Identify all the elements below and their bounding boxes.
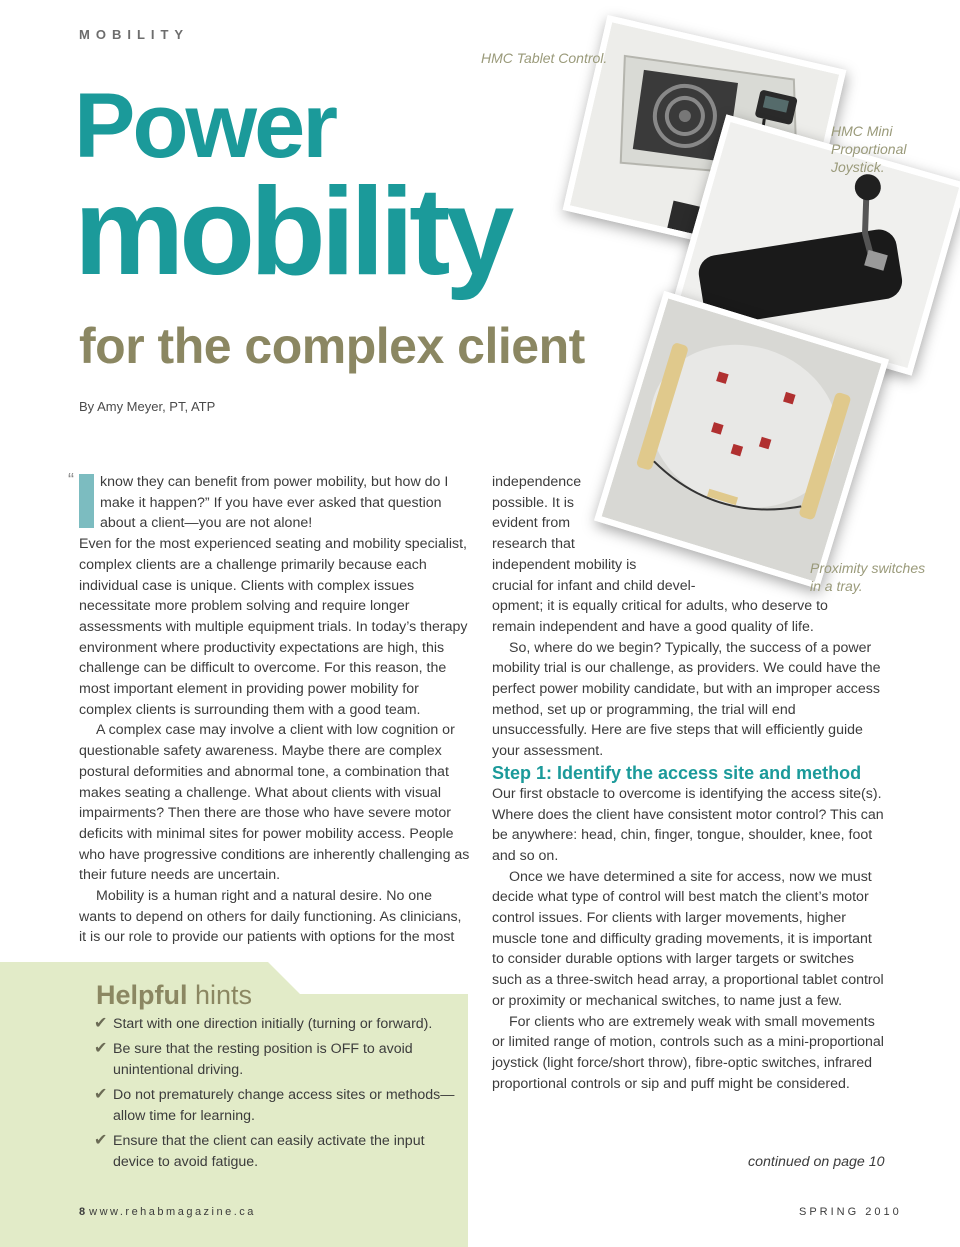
paragraph-continue: opment; it is equally critical for adults, who deserve to remain independent and have a good quality of life. — [492, 598, 828, 635]
helpful-hints-title — [96, 980, 252, 1011]
checkmark-icon: ✔ — [94, 1015, 108, 1032]
narrow-line: evident from — [492, 515, 571, 532]
hint-text: Be sure that the resting position is OFF to avoid unintentional driving. — [113, 1041, 413, 1078]
paragraph-2: A complex case may involve a client with low cognition or questionable safety awareness. Maybe there are complex postural deformities and abnormal tone, a combination that makes seating a challenge. What about clients with visual impairments? Then there are those who have severe motor deficits with minimal sites for power mobility access. People who have progressive conditions are inherently challenging as their future needs are uncertain. — [79, 722, 470, 884]
paragraph-4: So, where do we begin? Typically, the success of a power mobility trial is our challenge, as providers. We could have the perfect power mobility candidate, but with an improper access method, set up or programming, the trial will end unsuccessfully. Here are five steps that will efficiently guide your assessment. — [492, 639, 881, 760]
step-1-paragraph-3: For clients who are extremely weak with small movements or limited range of motion, controls such as a mini-proportional joystick (light force/short throw), fibre-optic switches, infrared proportional controls or sip and puff might be considered. — [492, 1013, 884, 1092]
narrow-line: independence — [492, 474, 582, 490]
checkmark-icon: ✔ — [94, 1086, 108, 1104]
caption-mini-joystick: HMC Mini Proportional Joystick. — [831, 123, 907, 175]
helpful-hints-list — [94, 1014, 459, 1177]
title-line-mobility: mobility — [74, 163, 510, 301]
hints-title-bold: Helpful — [96, 980, 188, 1010]
hint-text: Ensure that the client can easily activate the input device to avoid fatigue. — [113, 1133, 425, 1170]
article-column-left — [79, 472, 471, 948]
checkmark-icon: ✔ — [94, 1132, 108, 1150]
article-column-right — [492, 472, 884, 1094]
footer-issue: SPRING 2010 — [799, 1206, 902, 1218]
narrow-line: research that — [492, 536, 575, 553]
step-1-heading: Step 1: Identify the access site and method — [492, 762, 862, 783]
narrow-line: independent mobility is — [492, 556, 637, 573]
hint-item — [94, 1039, 459, 1080]
first-paragraph-rest: Even for the most experienced seating and mobility specialist, complex clients are a challenge primarily because each individual case is unique. Clients with complex issues necessitate more problem solving and require longer assessments with multiple equipment trials. In today’s therapy environment where productivity expectations are high, this challenge can be difficult to overcome. For this reason, the most important element in providing power mobility for complex clients is surrounding them with a good team. — [79, 536, 468, 718]
step-1-paragraph-1: Our first obstacle to overcome is identifying the access site(s). Where does the client have consistent motor control? This can be anywhere: head, chin, finger, tongue, shoulder, knee, foot and so on. — [492, 785, 884, 864]
continued-note: continued on page 10 — [748, 1154, 885, 1170]
website-link[interactable]: www.rehabmagazine.ca — [89, 1206, 256, 1218]
paragraph-3: Mobility is a human right and a natural desire. No one wants to depend on others for daily functioning. As clinicians, it is our role to provide our patients with options for the most — [79, 888, 462, 946]
hint-item — [94, 1131, 459, 1172]
opening-quote-mark: “ — [68, 470, 74, 490]
hints-title-light: hints — [195, 980, 253, 1010]
checkmark-icon: ✔ — [94, 1040, 108, 1058]
page-number: 8 — [79, 1206, 86, 1218]
narrow-line: crucial for infant and child devel- — [492, 577, 696, 594]
hint-text: Start with one direction initially (turning or forward). — [113, 1016, 433, 1032]
hint-text: Do not prematurely change access sites or methods—allow time for learning. — [113, 1087, 455, 1124]
step-1-paragraph-2: Once we have determined a site for access, now we must decide what type of control will best match the client’s motor control issues. For clients with larger movements, higher muscle tone and difficulty grading movements, it is important to consider durable options with larger targets or switches such as a three-switch head array, a proportional tablet control or proximity or mechanical switches, to name just a few. — [492, 868, 884, 1009]
first-paragraph-lead: know they can benefit from power mobility, but how do I make it happen?” If you have ever asked that question about a client—you are not alone! — [100, 474, 449, 532]
hint-item — [94, 1014, 459, 1035]
caption-proximity-switches: Proximity switches in a tray. — [810, 560, 926, 594]
section-kicker: MOBILITY — [79, 27, 190, 42]
title-line-power: Power — [74, 75, 336, 177]
title-subtitle: for the complex client — [79, 318, 585, 374]
byline: By Amy Meyer, PT, ATP — [79, 399, 216, 414]
narrow-line: possible. It is — [492, 494, 575, 511]
footer-left — [79, 1206, 256, 1218]
caption-tablet-control: HMC Tablet Control. — [481, 50, 608, 66]
hint-item — [94, 1085, 459, 1126]
